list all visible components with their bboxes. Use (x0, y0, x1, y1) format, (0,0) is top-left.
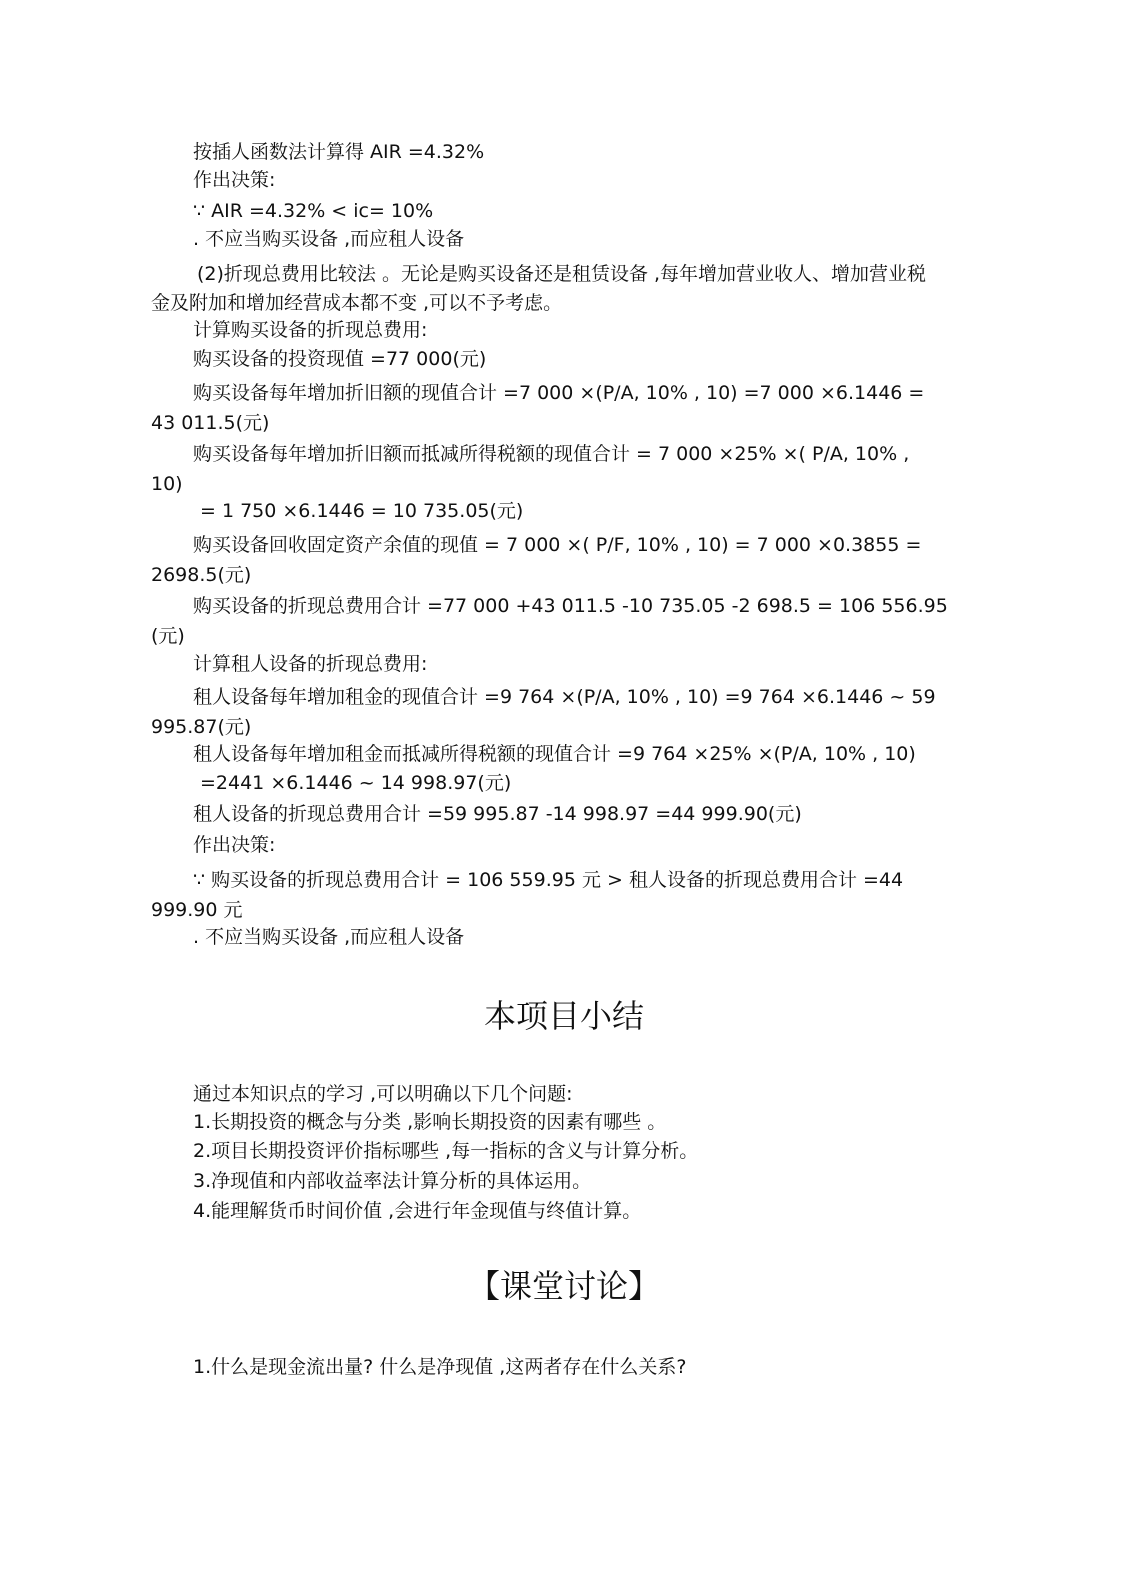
text-line: . 不应当购买设备 ,而应租人设备 (193, 228, 465, 250)
text-line: =2441 ×6.1446 ~ 14 998.97(元) (200, 772, 512, 794)
text-line: 计算购买设备的折现总费用: (193, 319, 428, 341)
text-line: 租人设备每年增加租金而抵减所得税额的现值合计 =9 764 ×25% ×(P/A, 10% , 10) (193, 743, 916, 765)
summary-item: 3.净现值和内部收益率法计算分析的具体运用。 (193, 1170, 592, 1192)
text-line: 43 011.5(元) (151, 412, 270, 434)
text-line: 购买设备的投资现值 =77 000(元) (193, 348, 487, 370)
text-line: (元) (151, 625, 185, 647)
text-line: 作出决策: (193, 834, 276, 856)
text-line: 10) (151, 473, 183, 495)
summary-intro: 通过本知识点的学习 ,可以明确以下几个问题: (193, 1083, 573, 1105)
text-line: 计算租人设备的折现总费用: (193, 653, 428, 675)
text-line: ∵ 购买设备的折现总费用合计 = 106 559.95 元 > 租人设备的折现总费用合计 =44 (193, 869, 904, 891)
summary-item: 4.能理解货币时间价值 ,会进行年金现值与终值计算。 (193, 1200, 642, 1222)
summary-item: 1.长期投资的概念与分类 ,影响长期投资的因素有哪些 。 (193, 1111, 667, 1133)
section-heading-discussion: 【课堂讨论】 (467, 1267, 660, 1305)
text-line: 作出决策: (193, 169, 276, 191)
text-line: 购买设备的折现总费用合计 =77 000 +43 011.5 -10 735.05 -2 698.5 = 106 556.95 (193, 595, 948, 617)
text-line: 999.90 元 (151, 899, 243, 921)
text-line: 购买设备每年增加折旧额而抵减所得税额的现值合计 = 7 000 ×25% ×( P/A, 10% , (193, 443, 910, 465)
summary-item: 2.项目长期投资评价指标哪些 ,每一指标的含义与计算分析。 (193, 1140, 699, 1162)
text-line: 995.87(元) (151, 716, 252, 738)
text-line: 购买设备回收固定资产余值的现值 = 7 000 ×( P/F, 10% , 10) = 7 000 ×0.3855 = (193, 534, 922, 556)
text-line: 2698.5(元) (151, 564, 252, 586)
text-line: 按插人函数法计算得 AIR =4.32% (193, 141, 485, 163)
text-line: 购买设备每年增加折旧额的现值合计 =7 000 ×(P/A, 10% , 10) =7 000 ×6.1446 = (193, 382, 925, 404)
text-line: ∵ AIR =4.32% < ic= 10% (193, 200, 434, 222)
section-heading-summary: 本项目小结 (483, 997, 644, 1035)
text-line: = 1 750 ×6.1446 = 10 735.05(元) (200, 500, 524, 522)
discussion-item: 1.什么是现金流出量? 什么是净现值 ,这两者存在什么关系? (193, 1356, 687, 1378)
text-line: 租人设备的折现总费用合计 =59 995.87 -14 998.97 =44 999.90(元) (193, 803, 802, 825)
text-line: 租人设备每年增加租金的现值合计 =9 764 ×(P/A, 10% , 10) =9 764 ×6.1446 ~ 59 (193, 686, 936, 708)
text-line: . 不应当购买设备 ,而应租人设备 (193, 926, 465, 948)
text-line: 金及附加和增加经营成本都不变 ,可以不予考虑。 (151, 292, 563, 314)
text-line: (2)折现总费用比较法 。无论是购买设备还是租赁设备 ,每年增加营业收人、增加营业税 (197, 263, 927, 285)
